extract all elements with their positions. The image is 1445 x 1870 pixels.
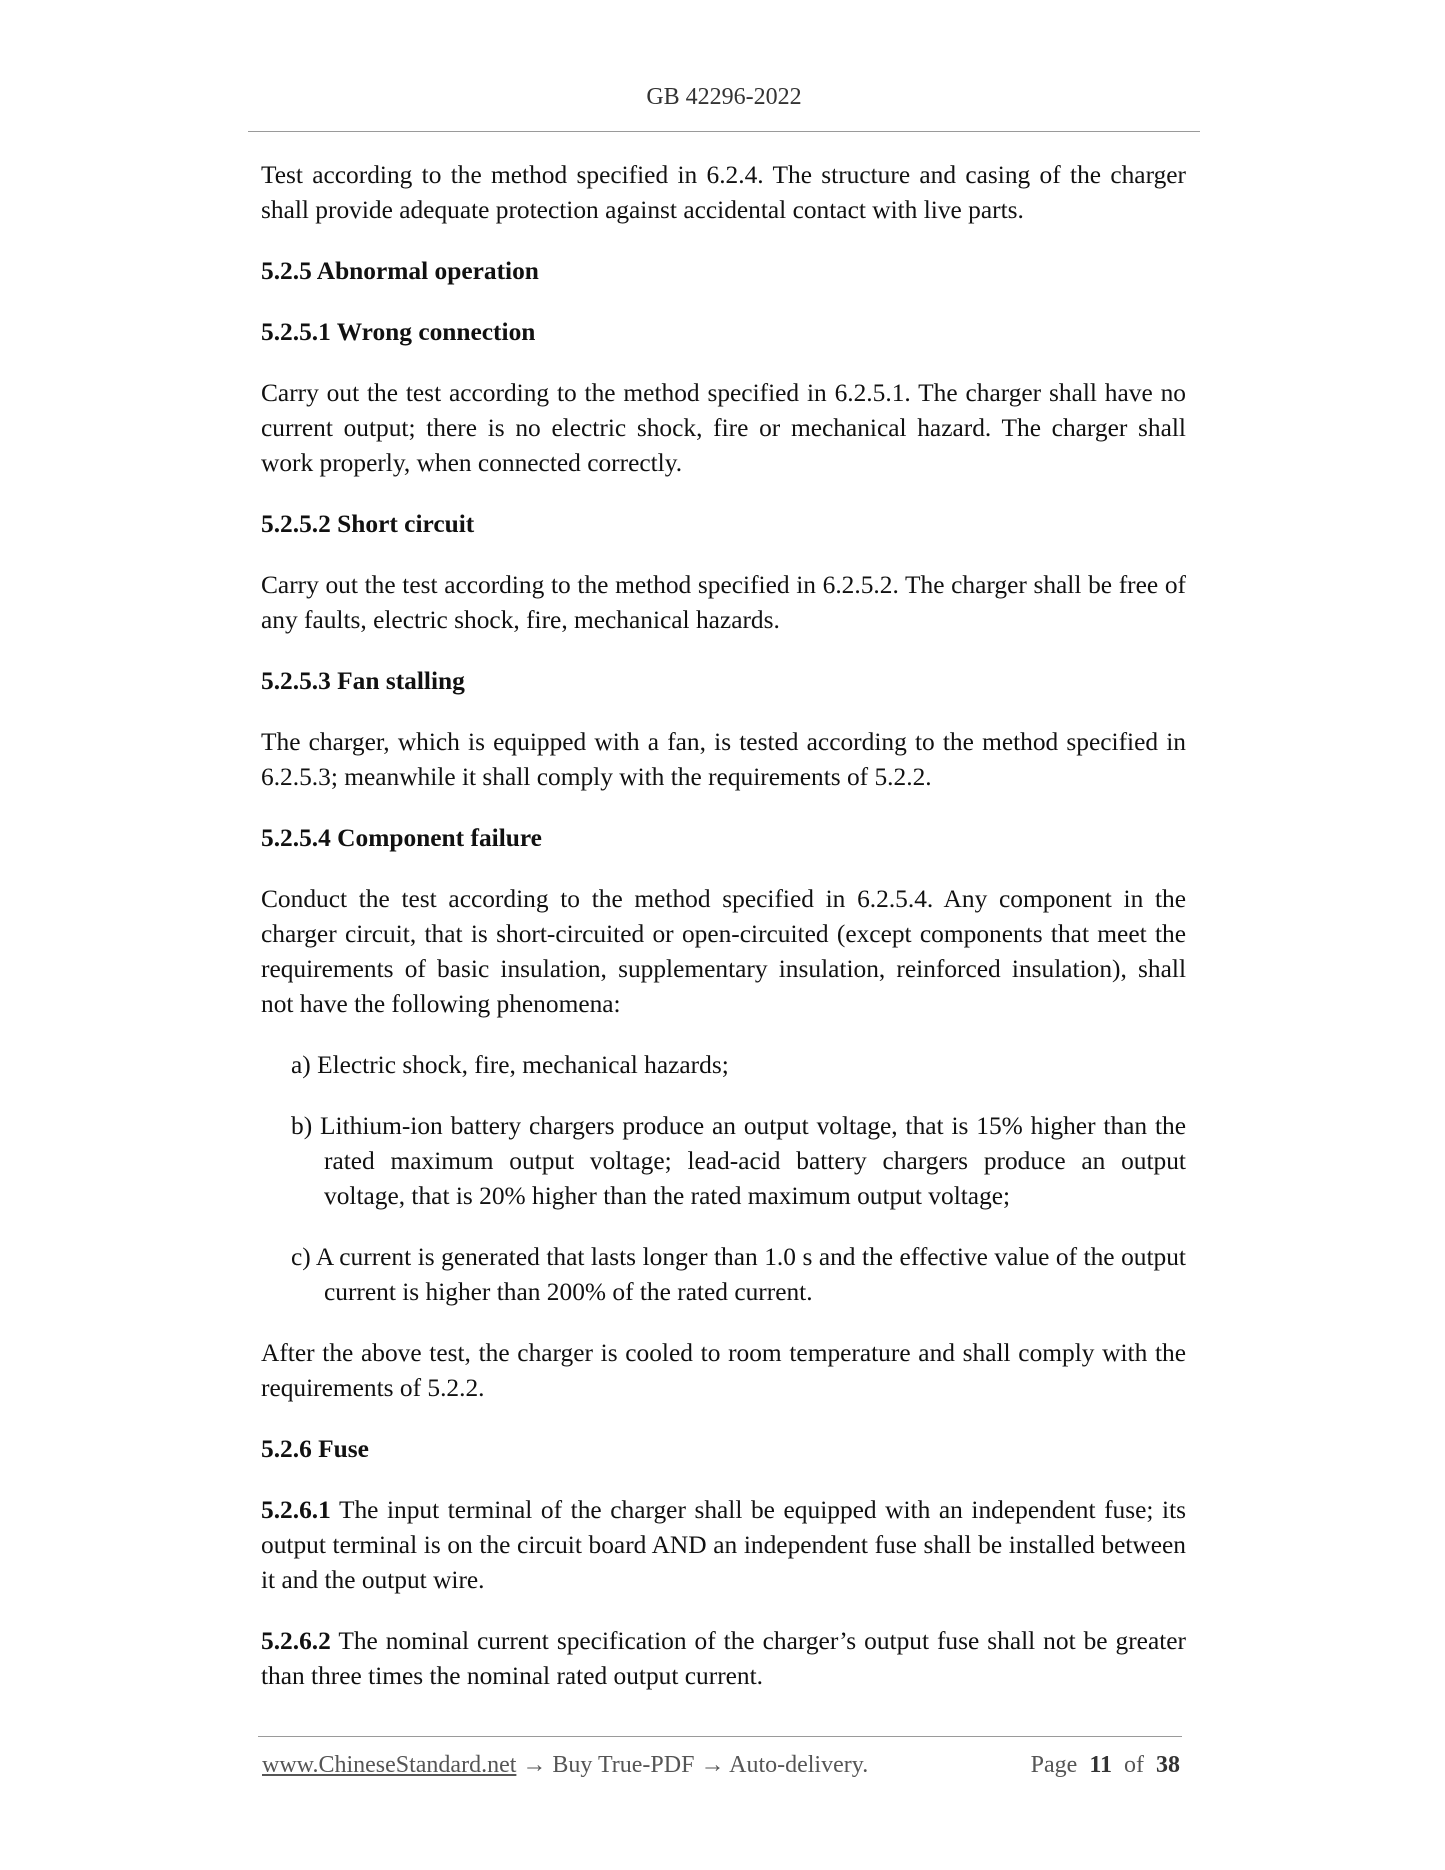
header-divider xyxy=(248,131,1200,132)
clause-text-5-2-6-2: The nominal current specification of the charger’s output fuse shall not be greater than three times the nominal rated output current. xyxy=(261,1627,1186,1690)
section-heading-5-2-5-2: 5.2.5.2 Short circuit xyxy=(261,510,475,538)
footer-promo xyxy=(262,1752,868,1779)
section-heading-5-2-5: 5.2.5 Abnormal operation xyxy=(261,257,539,285)
paragraph-5-2-5-1: Carry out the test according to the method specified in 6.2.5.1. The charger shall have no current output; there is no electric shock, fire or mechanical hazard. The charger shall work properly, when connected correctly. xyxy=(261,379,1186,477)
doc-number: GB 42296-2022 xyxy=(646,84,802,110)
document-footer xyxy=(262,1752,1182,1786)
footer-promo-text: → Buy True-PDF → Auto-delivery. xyxy=(516,1752,869,1778)
page-indicator xyxy=(1031,1752,1180,1779)
list-item-a: a) Electric shock, fire, mechanical hazards; xyxy=(291,1051,729,1079)
section-heading-5-2-5-3: 5.2.5.3 Fan stalling xyxy=(261,667,465,695)
page-current: 11 xyxy=(1089,1752,1112,1778)
list-item-c: c) A current is generated that lasts longer than 1.0 s and the effective value of the output current is higher than 200% of the rated current. xyxy=(291,1243,1186,1306)
section-heading-5-2-5-4: 5.2.5.4 Component failure xyxy=(261,824,542,852)
list-item-b: b) Lithium-ion battery chargers produce an output voltage, that is 15% higher than the rated maximum output voltage; lead-acid battery chargers produce an output voltage, that is 20% higher than the rated maximum output voltage; xyxy=(291,1112,1186,1210)
website-link[interactable]: www.ChineseStandard.net xyxy=(262,1752,517,1778)
of-word: of xyxy=(1124,1752,1144,1778)
section-heading-5-2-5-1: 5.2.5.1 Wrong connection xyxy=(261,318,536,346)
clause-text-5-2-6-1: The input terminal of the charger shall be equipped with an independent fuse; its output terminal is on the circuit board AND an independent fuse shall be installed between it and the output wire. xyxy=(261,1496,1186,1594)
paragraph-5-2-5-3: The charger, which is equipped with a fan, is tested according to the method specified in 6.2.5.3; meanwhile it shall comply with the requirements of 5.2.2. xyxy=(261,728,1186,791)
section-heading-5-2-6: 5.2.6 Fuse xyxy=(261,1435,369,1463)
paragraph-after-test: After the above test, the charger is cooled to room temperature and shall comply with the requirements of 5.2.2. xyxy=(261,1339,1186,1402)
page-total: 38 xyxy=(1156,1752,1180,1778)
page-content xyxy=(261,158,1186,1720)
document-header xyxy=(248,84,1200,111)
page-word: Page xyxy=(1030,1752,1078,1778)
intro-paragraph: Test according to the method specified in 6.2.4. The structure and casing of the charger shall provide adequate protection against accidental contact with live parts. xyxy=(261,161,1186,224)
paragraph-5-2-6-2 xyxy=(261,1624,1186,1694)
footer-divider xyxy=(258,1736,1182,1737)
clause-number-5-2-6-1: 5.2.6.1 xyxy=(261,1496,331,1524)
paragraph-5-2-5-4: Conduct the test according to the method specified in 6.2.5.4. Any component in the charger circuit, that is short-circuited or open-circuited (except components that meet the requirements of basic insulation, supplementary insulation, reinforced insulation), shall not have the following phenomena: xyxy=(261,885,1186,1018)
paragraph-5-2-6-1 xyxy=(261,1493,1186,1598)
paragraph-5-2-5-2: Carry out the test according to the method specified in 6.2.5.2. The charger shall be free of any faults, electric shock, fire, mechanical hazards. xyxy=(261,571,1186,634)
clause-number-5-2-6-2: 5.2.6.2 xyxy=(261,1627,331,1655)
